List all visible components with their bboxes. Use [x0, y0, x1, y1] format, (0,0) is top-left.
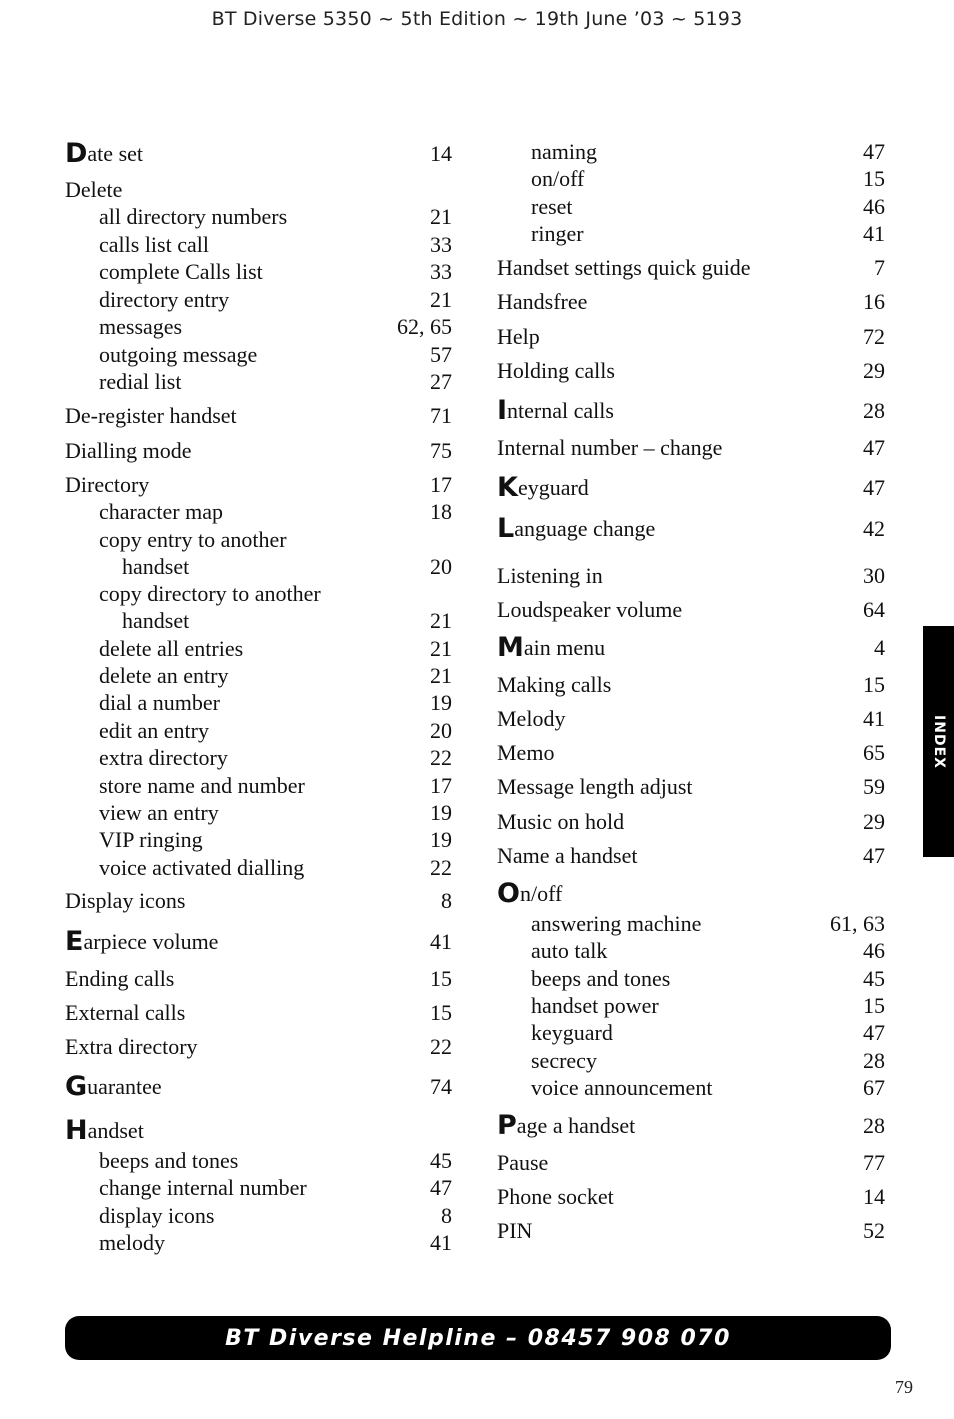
index-term-initial: H [65, 1115, 88, 1146]
index-term [99, 745, 228, 771]
index-entry [99, 1203, 452, 1229]
index-term-text: Dialling mode [65, 438, 192, 463]
index-entry [531, 1075, 885, 1101]
index-entry [497, 435, 885, 461]
index-term-text: andset [87, 1118, 144, 1143]
index-term-text: arpiece volume [83, 929, 219, 954]
index-term-text: dial a number [99, 690, 220, 715]
index-page-ref: 19 [430, 690, 452, 715]
index-term [99, 718, 209, 744]
index-page-ref: 29 [863, 809, 885, 834]
index-entry [65, 438, 452, 464]
index-page-ref: 29 [863, 358, 885, 383]
index-term-initial: L [497, 513, 515, 544]
index-page-ref: 71 [430, 403, 452, 428]
index-entry [99, 855, 452, 881]
index-entry [99, 527, 452, 553]
index-term [531, 966, 670, 992]
index-term [122, 554, 189, 580]
index-entry [99, 1230, 452, 1256]
index-page-ref: 7 [874, 255, 885, 280]
index-term-text: outgoing message [99, 342, 258, 367]
index-page-ref: 33 [430, 232, 452, 257]
index-entry [497, 774, 885, 800]
index-page-ref: 8 [441, 888, 452, 913]
index-term [531, 993, 659, 1019]
index-term [99, 636, 243, 662]
index-page-ref: 28 [863, 1048, 885, 1073]
index-entry [497, 809, 885, 835]
index-page-ref: 65 [863, 740, 885, 765]
index-term-initial: M [497, 632, 524, 663]
index-entry [497, 1184, 885, 1210]
index-term [497, 435, 722, 461]
index-page-ref: 41 [863, 706, 885, 731]
index-page-ref: 8 [441, 1203, 452, 1228]
index-term [497, 774, 693, 800]
index-entry [99, 204, 452, 230]
index-term [497, 672, 611, 698]
index-term [99, 314, 182, 340]
index-term [65, 140, 143, 167]
index-page-ref: 47 [863, 435, 885, 460]
index-entry [497, 289, 885, 315]
index-page-ref: 47 [863, 843, 885, 868]
index-term-text: calls list call [99, 232, 209, 257]
index-entry [497, 1218, 885, 1244]
index-entry [497, 358, 885, 384]
index-term-text: Pause [497, 1150, 549, 1175]
index-term [497, 289, 587, 315]
index-term [497, 740, 554, 766]
index-entry [65, 1000, 452, 1026]
index-term-text: delete an entry [99, 663, 229, 688]
index-term-text: Music on hold [497, 809, 625, 834]
index-term [99, 581, 321, 607]
index-term-text: Ending calls [65, 966, 175, 991]
index-term-text: nternal calls [507, 398, 614, 423]
index-page-ref: 41 [430, 1230, 452, 1255]
index-entry [497, 597, 885, 623]
index-term-text: auto talk [531, 938, 608, 963]
index-page-ref: 4 [874, 635, 885, 660]
index-page-ref: 21 [430, 663, 452, 688]
index-term [531, 938, 607, 964]
index-term [497, 597, 682, 623]
index-term-text: PIN [497, 1218, 533, 1243]
index-term-text: Help [497, 324, 540, 349]
index-page-ref: 74 [430, 1074, 452, 1099]
index-entry [531, 993, 885, 1019]
index-term-text: Memo [497, 740, 555, 765]
index-term-initial: G [65, 1071, 88, 1102]
index-term-text: Holding calls [497, 358, 615, 383]
index-term [497, 706, 565, 732]
index-term-text: Handsfree [497, 289, 588, 314]
index-term-text: age a handset [516, 1113, 636, 1138]
index-page-ref: 14 [430, 141, 452, 166]
index-term-text: keyguard [531, 1020, 613, 1045]
index-term-text: voice announcement [531, 1075, 713, 1100]
index-term [497, 1112, 635, 1139]
index-page-ref: 15 [430, 966, 452, 991]
index-page-ref: 64 [863, 597, 885, 622]
index-term-text: Listening in [497, 563, 603, 588]
index-page-ref: 42 [863, 516, 885, 541]
index-page-ref: 28 [863, 398, 885, 423]
index-term-text: character map [99, 499, 223, 524]
index-entry [65, 928, 452, 955]
index-page-ref: 72 [863, 324, 885, 349]
index-term-text: view an entry [99, 800, 219, 825]
index-term-text: secrecy [531, 1048, 597, 1073]
index-page-ref: 77 [863, 1150, 885, 1175]
index-entry [497, 1150, 885, 1176]
index-page-ref: 59 [863, 774, 885, 799]
index-entry [99, 287, 452, 313]
index-page-ref: 22 [430, 745, 452, 770]
index-entry [65, 1073, 452, 1100]
index-term-text: ain menu [523, 635, 606, 660]
index-side-tab [923, 626, 954, 857]
index-term [497, 358, 615, 384]
index-page-ref: 17 [430, 773, 452, 798]
index-term-text: Making calls [497, 672, 612, 697]
index-page-ref: 19 [430, 800, 452, 825]
index-term [99, 232, 209, 258]
index-term [99, 342, 257, 368]
index-term-initial: K [497, 472, 518, 503]
index-page-ref: 47 [430, 1175, 452, 1200]
index-entry [122, 608, 452, 634]
index-term-text: Melody [497, 706, 566, 731]
index-term [99, 1230, 165, 1256]
helpline-text: BT Diverse Helpline – 08457 908 070 [225, 1325, 731, 1351]
page-header: BT Diverse 5350 ~ 5th Edition ~ 19th June ’03 ~ 5193 [211, 8, 743, 30]
index-entry [531, 194, 885, 220]
index-term [99, 527, 287, 553]
index-entry [531, 1048, 885, 1074]
index-entry [99, 232, 452, 258]
index-term [65, 1000, 185, 1026]
index-term [65, 403, 237, 429]
index-page-ref: 52 [863, 1218, 885, 1243]
index-term-text: copy entry to another [99, 527, 287, 552]
index-entry [65, 177, 452, 203]
index-term-text: redial list [99, 369, 182, 394]
index-term [99, 827, 203, 853]
index-term-text: beeps and tones [99, 1148, 239, 1173]
index-page-ref: 30 [863, 563, 885, 588]
index-page-ref: 57 [430, 342, 452, 367]
index-page-ref: 45 [863, 966, 885, 991]
index-page-ref: 21 [430, 636, 452, 661]
index-term-text: naming [531, 139, 597, 164]
index-page-ref: 33 [430, 259, 452, 284]
index-entry [65, 966, 452, 992]
index-term-initial: E [65, 926, 84, 957]
index-term-text: directory entry [99, 287, 230, 312]
index-term-text: all directory numbers [99, 204, 288, 229]
index-page-ref: 22 [430, 1034, 452, 1059]
index-term-initial: I [497, 395, 508, 426]
index-term [65, 177, 122, 203]
index-term [497, 634, 605, 661]
index-page-ref: 47 [863, 139, 885, 164]
index-page-ref: 15 [863, 166, 885, 191]
index-term [65, 472, 149, 498]
index-term [99, 369, 181, 395]
index-term-initial: O [497, 878, 520, 909]
index-term [65, 438, 191, 464]
index-entry [99, 800, 452, 826]
index-term-text: complete Calls list [99, 259, 263, 284]
index-page-ref: 61, 63 [830, 911, 885, 936]
index-entry [497, 880, 885, 907]
index-term [531, 221, 584, 247]
index-page-ref: 16 [863, 289, 885, 314]
index-entry [497, 324, 885, 350]
index-term [65, 1034, 198, 1060]
index-term-text: n/off [519, 881, 563, 906]
index-term [65, 1073, 162, 1100]
index-page-ref: 46 [863, 194, 885, 219]
index-entry [531, 911, 885, 937]
index-term [122, 608, 189, 634]
index-term-text: VIP ringing [99, 827, 203, 852]
index-term-text: Extra directory [65, 1034, 198, 1059]
index-entry [99, 718, 452, 744]
index-entry [497, 563, 885, 589]
index-entry [99, 773, 452, 799]
index-entry [497, 255, 885, 281]
index-term-text: voice activated dialling [99, 855, 305, 880]
index-term [65, 928, 218, 955]
index-entry [65, 1117, 452, 1144]
index-page-ref: 20 [430, 718, 452, 743]
index-term-text: ate set [87, 141, 144, 166]
index-page-ref: 47 [863, 1020, 885, 1045]
index-entry [497, 397, 885, 424]
index-term [531, 166, 584, 192]
index-term-text: handset [122, 554, 190, 579]
index-page-ref: 21 [430, 287, 452, 312]
index-term [531, 194, 573, 220]
index-term-text: De-register handset [65, 403, 237, 428]
index-page-ref: 47 [863, 475, 885, 500]
index-term-text: uarantee [87, 1074, 162, 1099]
index-entry [99, 690, 452, 716]
index-term [497, 1184, 614, 1210]
index-entry [531, 1020, 885, 1046]
index-page-ref: 20 [430, 554, 452, 579]
index-term-text: Phone socket [497, 1184, 614, 1209]
index-term-initial: D [65, 138, 88, 169]
index-page-ref: 19 [430, 827, 452, 852]
index-term [99, 259, 263, 285]
index-term [531, 139, 597, 165]
index-term [497, 474, 589, 501]
helpline-banner [65, 1316, 891, 1360]
index-page-ref: 75 [430, 438, 452, 463]
index-term [531, 911, 701, 937]
index-page-ref: 15 [863, 672, 885, 697]
index-entry [99, 1175, 452, 1201]
index-entry [65, 1034, 452, 1060]
index-entry [99, 663, 452, 689]
index-entry [99, 499, 452, 525]
index-page-ref: 21 [430, 608, 452, 633]
index-term [99, 855, 304, 881]
index-entry [497, 1112, 885, 1139]
index-entry [497, 672, 885, 698]
index-page-ref: 41 [863, 221, 885, 246]
index-term [99, 1148, 238, 1174]
index-entry [99, 581, 452, 607]
index-term-text: delete all entries [99, 636, 244, 661]
index-term-text: External calls [65, 1000, 186, 1025]
index-term-text: extra directory [99, 745, 228, 770]
index-term [65, 966, 174, 992]
index-term [99, 1203, 215, 1229]
index-term [99, 1175, 307, 1201]
index-term [497, 843, 638, 869]
index-term-text: reset [531, 194, 573, 219]
index-entry [65, 888, 452, 914]
index-term [99, 690, 220, 716]
side-tab-label: INDEX [930, 714, 947, 769]
index-entry [122, 554, 452, 580]
index-entry [497, 740, 885, 766]
index-term [99, 287, 229, 313]
index-term-text: answering machine [531, 911, 702, 936]
index-entry [531, 938, 885, 964]
index-term-initial: P [497, 1110, 517, 1141]
index-page-ref: 21 [430, 204, 452, 229]
index-term-text: display icons [99, 1203, 215, 1228]
index-page-ref: 45 [430, 1148, 452, 1173]
index-term [531, 1020, 613, 1046]
index-term [531, 1048, 597, 1074]
index-term [497, 563, 603, 589]
index-entry [497, 634, 885, 661]
index-term [497, 809, 624, 835]
index-term-text: anguage change [514, 516, 656, 541]
index-term [99, 663, 229, 689]
index-page-ref: 67 [863, 1075, 885, 1100]
index-page-ref: 18 [430, 499, 452, 524]
index-term-text: Name a handset [497, 843, 638, 868]
index-entry [99, 342, 452, 368]
index-term [497, 324, 540, 350]
index-page-ref: 46 [863, 938, 885, 963]
index-page-ref: 27 [430, 369, 452, 394]
index-term-text: Message length adjust [497, 774, 693, 799]
index-entry [497, 843, 885, 869]
index-entry [65, 140, 452, 167]
index-term [99, 800, 219, 826]
index-entry [497, 474, 885, 501]
index-entry [99, 636, 452, 662]
index-term-text: edit an entry [99, 718, 209, 743]
index-term-text: eyguard [517, 475, 589, 500]
index-page-ref: 17 [430, 472, 452, 497]
index-entry [65, 472, 452, 498]
index-term-text: Loudspeaker volume [497, 597, 683, 622]
index-term-text: Handset settings quick guide [497, 255, 751, 280]
index-term [497, 1150, 548, 1176]
index-page-ref: 22 [430, 855, 452, 880]
index-page-ref: 28 [863, 1113, 885, 1138]
index-term [497, 515, 655, 542]
index-term-text: Internal number – change [497, 435, 723, 460]
index-term-text: change internal number [99, 1175, 307, 1200]
index-entry [531, 166, 885, 192]
index-term [65, 1117, 144, 1144]
index-term [497, 1218, 532, 1244]
index-term [99, 204, 287, 230]
index-term-text: on/off [531, 166, 585, 191]
index-page-ref: 15 [863, 993, 885, 1018]
index-term-text: messages [99, 314, 183, 339]
index-entry [497, 706, 885, 732]
index-entry [99, 369, 452, 395]
page-number: 79 [895, 1377, 913, 1397]
index-term-text: handset [122, 608, 190, 633]
index-entry [99, 827, 452, 853]
index-page-ref: 14 [863, 1184, 885, 1209]
index-term-text: handset power [531, 993, 659, 1018]
index-entry [99, 314, 452, 340]
index-term-text: Display icons [65, 888, 186, 913]
index-entry [65, 403, 452, 429]
index-term-text: beeps and tones [531, 966, 671, 991]
index-entry [99, 745, 452, 771]
index-term [65, 888, 185, 914]
index-entry [531, 221, 885, 247]
index-page-ref: 62, 65 [397, 314, 452, 339]
index-entry [497, 515, 885, 542]
index-term-text: Directory [65, 472, 150, 497]
index-term-text: Delete [65, 177, 123, 202]
index-term-text: copy directory to another [99, 581, 321, 606]
index-term [531, 1075, 712, 1101]
index-term-text: melody [99, 1230, 165, 1255]
index-term [497, 255, 751, 281]
index-term [99, 773, 305, 799]
index-entry [531, 139, 885, 165]
index-entry [99, 1148, 452, 1174]
index-entry [99, 259, 452, 285]
index-entry [531, 966, 885, 992]
index-term-text: ringer [531, 221, 584, 246]
index-page-ref: 41 [430, 929, 452, 954]
index-term-text: store name and number [99, 773, 305, 798]
index-term [99, 499, 223, 525]
index-term [497, 880, 562, 907]
index-term [497, 397, 614, 424]
index-page-ref: 15 [430, 1000, 452, 1025]
